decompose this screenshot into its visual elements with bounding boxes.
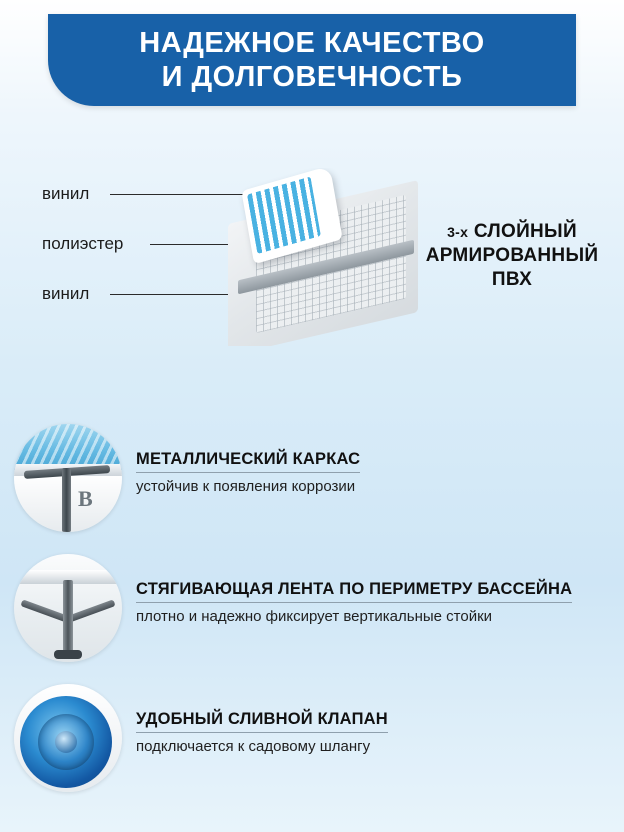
material-label-text: полиэстер (42, 234, 124, 253)
material-label-text: винил (42, 184, 90, 203)
feature-title: СТЯГИВАЮЩАЯ ЛЕНТА ПО ПЕРИМЕТРУ БАССЕЙНА (136, 580, 572, 603)
pvc-title-line-2: АРМИРОВАННЫЙ (425, 244, 599, 266)
feature-metal-frame (0, 424, 624, 532)
material-diagram-section (0, 140, 624, 410)
feature-subtitle: плотно и надежно фиксирует вертикальные стойки (136, 608, 493, 625)
feature-text-block (136, 450, 614, 495)
material-label-list (42, 184, 242, 334)
post-foot (54, 650, 82, 659)
feature-text-block (136, 580, 614, 625)
pvc-title-rest: СЛОЙНЫЙ (468, 221, 577, 242)
material-label-polyester (42, 234, 242, 284)
drain-valve-photo (14, 684, 122, 792)
material-label-vinyl-top (42, 184, 242, 234)
material-label-vinyl-bottom (42, 284, 242, 334)
pvc-title (420, 220, 604, 291)
material-label-text: винил (42, 284, 90, 303)
vertical-post (63, 580, 73, 656)
feature-title: МЕТАЛЛИЧЕСКИЙ КАРКАС (136, 450, 360, 473)
frame-post (62, 468, 71, 532)
pvc-title-line-3: ПВХ (491, 268, 533, 290)
brand-logo: B (78, 486, 93, 511)
header-title-line-2: И ДОЛГОВЕЧНОСТЬ (161, 61, 463, 93)
feature-drain-valve (0, 684, 624, 792)
metal-frame-photo (14, 424, 122, 532)
feature-subtitle: подключается к садовому шлангу (136, 738, 371, 755)
header-banner (48, 14, 576, 106)
feature-title: УДОБНЫЙ СЛИВНОЙ КЛАПАН (136, 710, 388, 733)
material-flap-mesh-pattern (247, 176, 321, 254)
valve-center (55, 731, 77, 753)
tightening-strap-photo (14, 554, 122, 662)
feature-subtitle: устойчив к появления коррозии (136, 478, 356, 495)
feature-text-block (136, 710, 614, 755)
feature-tightening-strap (0, 554, 624, 662)
pvc-title-prefix: 3-х (447, 224, 469, 240)
pvc-title-line-1 (420, 220, 604, 244)
three-layer-pvc-material-photo (228, 168, 418, 346)
header-title-line-1: НАДЕЖНОЕ КАЧЕСТВО (139, 26, 485, 59)
